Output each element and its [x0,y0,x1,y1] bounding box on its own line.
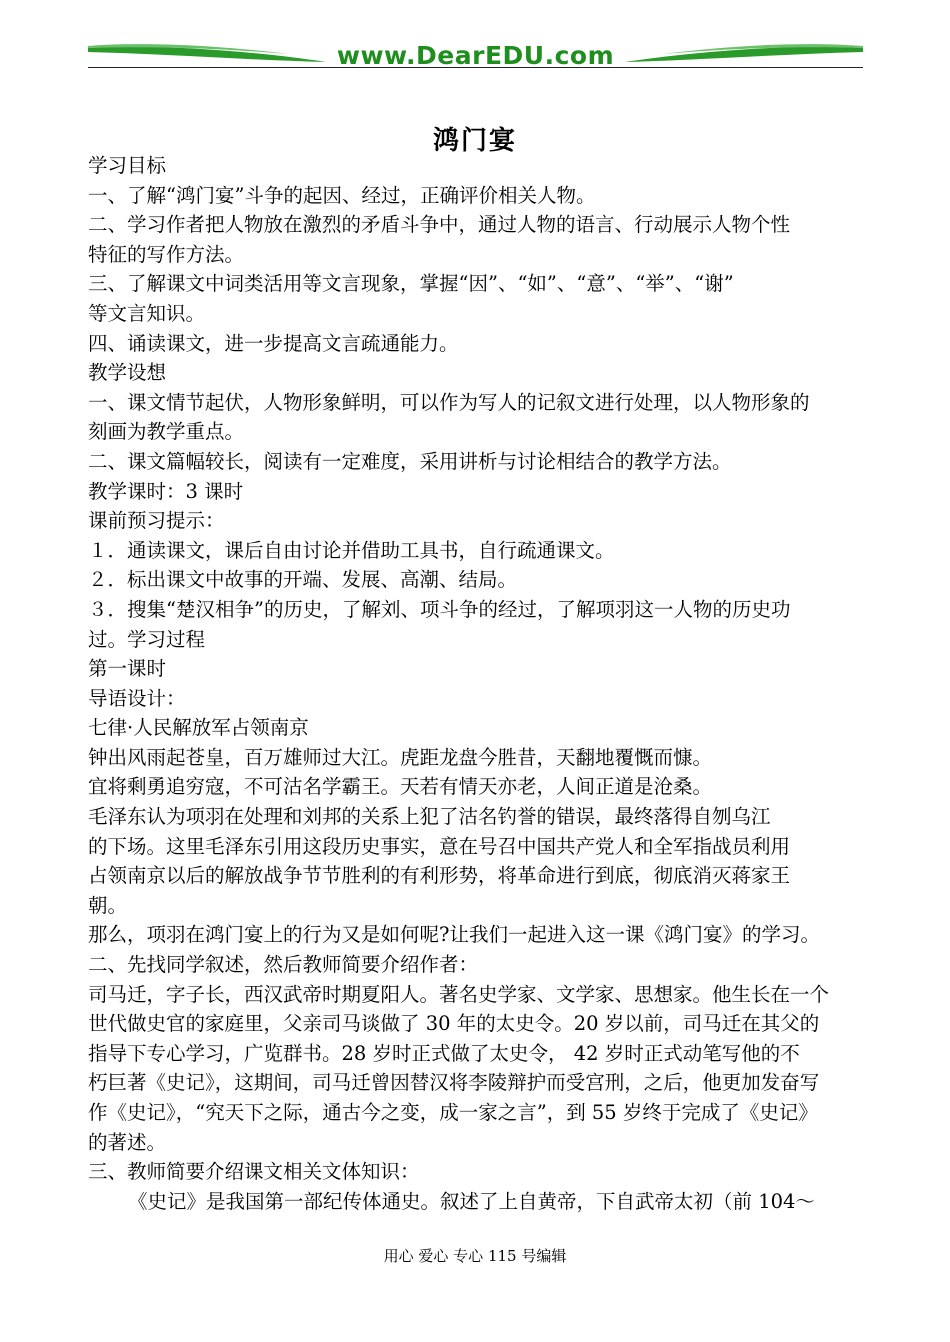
page-footer: 用心 爱心 专心 115 号编辑 [383,1247,567,1265]
header-divider [88,67,863,68]
text-line: 三、了解课文中词类活用等文言现象，掌握“因”、“如”、“意”、“举”、“谢” [88,272,734,296]
text-line: 二、先找同学叙述，然后教师简要介绍作者： [88,953,479,977]
text-line: 一、了解“鸿门宴”斗争的起因、经过，正确评价相关人物。 [88,183,596,207]
text-line: 朽巨著《史记》，这期间，司马迁曾因替汉将李陵辩护而受宫刑，之后，他更加发奋写 [88,1071,820,1095]
text-line: 世代做史官的家庭里，父亲司马谈做了 30 年的太史令。20 岁以前，司马迁在其父的 [88,1012,820,1036]
text-line: 的著述。 [88,1130,167,1154]
text-line: 教学课时：3 课时 [88,479,244,503]
text-line: １．通读课文，课后自由讨论并借助工具书，自行疏通课文。 [88,538,615,562]
site-name[interactable]: www.DearEDU.com [336,41,615,70]
text-line: 四、诵读课文，进一步提高文言疏通能力。 [88,331,459,355]
text-line: 等文言知识。 [88,301,206,325]
text-line: 二、课文篇幅较长，阅读有一定难度，采用讲析与讨论相结合的教学方法。 [88,449,732,473]
text-line: 钟出风雨起苍皇，百万雄师过大江。虎距龙盘今胜昔，天翻地覆慨而慷。 [88,745,713,769]
text-line: 七律·人民解放军占领南京 [88,716,309,740]
text-line: 司马迁，字子长，西汉武帝时期夏阳人。著名史学家、文学家、思想家。他生长在一个 [88,982,830,1006]
text-line: 作《史记》，“究天下之际，通古今之变，成一家之言”，到 55 岁终于完成了《史记》 [88,1101,818,1124]
text-line: ３．搜集“楚汉相争”的历史，了解刘、项斗争的经过，了解项羽这一人物的历史功 [88,597,791,621]
text-line: 二、学习作者把人物放在激烈的矛盾斗争中，通过人物的语言、行动展示人物个性 [88,213,791,237]
text-line: 刻画为教学重点。 [88,420,245,444]
text-line: 宜将剩勇追穷寇，不可沽名学霸王。天若有情天亦老，人间正道是沧桑。 [88,775,713,799]
text-line: 占领南京以后的解放战争节节胜利的有利形势，将革命进行到底，彻底消灭蒋家王 [88,864,791,888]
text-line: 《史记》是我国第一部纪传体通史。叙述了上自黄帝，下自武帝太初（前 104～ [128,1189,815,1213]
text-line: 导语设计： [88,686,186,710]
text-line: 过。学习过程 [88,627,206,651]
text-line: 学习目标 [88,154,167,177]
page-title: 鸿门宴 [432,126,517,156]
text-line: 朝。 [88,893,128,917]
text-line: 毛泽东认为项羽在处理和刘邦的关系上犯了沽名钓誉的错误，最终落得自刎乌江 [88,805,771,829]
text-line: 特征的写作方法。 [88,242,245,266]
text-line: 教学设想 [88,361,167,385]
document-body [88,151,878,1216]
text-line: 课前预习提示： [88,509,225,533]
text-line: ２．标出课文中故事的开端、发展、高潮、结局。 [88,568,518,592]
text-line: 三、教师简要介绍课文相关文体知识： [88,1160,420,1184]
text-line: 那么，项羽在鸿门宴上的行为又是如何呢?让我们一起进入这一课《鸿门宴》的学习。 [88,923,820,947]
text-line: 一、课文情节起伏，人物形象鲜明，可以作为写人的记叙文进行处理，以人物形象的 [88,390,810,414]
site-header [88,36,863,76]
text-line: 第一课时 [88,657,167,681]
text-line: 指导下专心学习，广览群书。28 岁时正式做了太史令， 42 岁时正式动笔写他的不 [88,1041,800,1065]
text-line: 的下场。这里毛泽东引用这段历史事实，意在号召中国共产党人和全军指战员利用 [88,834,791,858]
